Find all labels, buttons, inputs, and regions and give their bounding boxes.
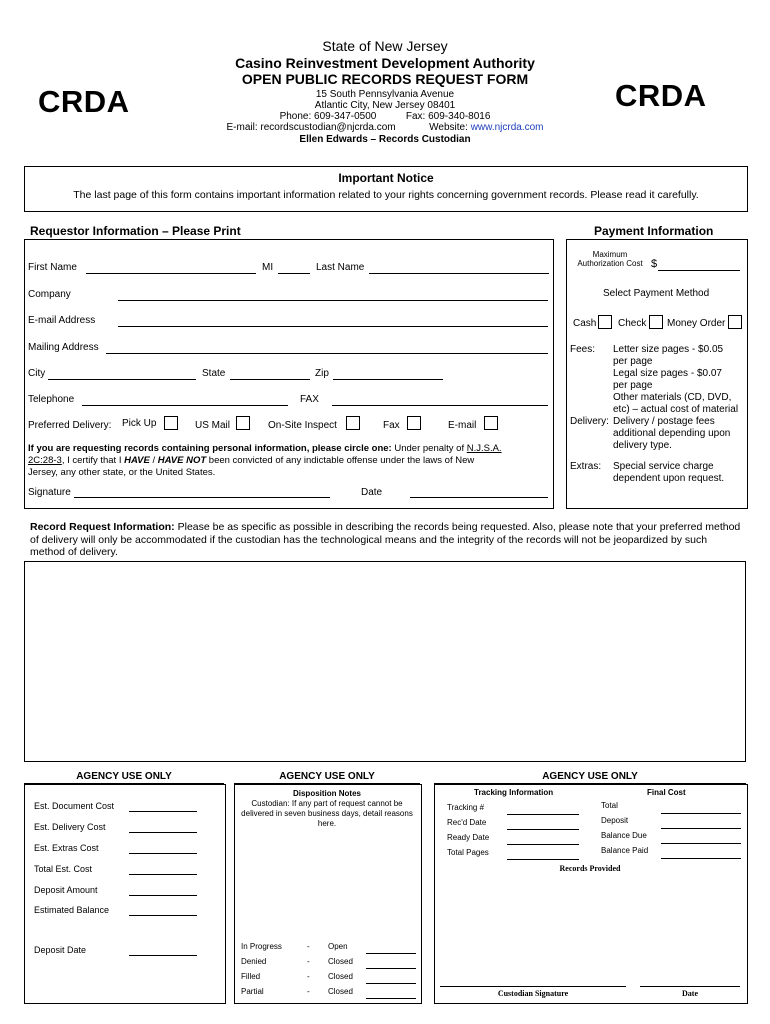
money-order-checkbox[interactable] — [728, 315, 742, 329]
email-field[interactable] — [118, 326, 548, 327]
fee-line: per page — [613, 380, 653, 391]
pickup-label: Pick Up — [122, 418, 157, 429]
mi-label: MI — [262, 262, 274, 273]
custodian-date-field[interactable] — [640, 986, 740, 987]
estimated-balance-label: Estimated Balance — [34, 905, 110, 915]
state-label: State — [202, 368, 226, 379]
status-closed: Closed — [328, 972, 353, 981]
tracking-number-field[interactable] — [507, 814, 579, 815]
requestor-heading: Requestor Information – Please Print — [30, 224, 241, 238]
disposition-notes-title: Disposition Notes — [292, 789, 361, 798]
notice-text: The last page of this form contains important information related to your rights concerning government records. Please read it carefully. — [73, 189, 699, 201]
email-address: E-mail: recordscustodian@njcrda.com — [226, 122, 396, 133]
status-filled: Filled — [241, 972, 261, 981]
signature-field[interactable] — [74, 497, 330, 498]
city-label: City — [28, 368, 46, 379]
form-title: OPEN PUBLIC RECORDS REQUEST FORM — [241, 71, 529, 87]
zip-label: Zip — [315, 368, 329, 379]
extras-line: dependent upon request. — [613, 473, 725, 484]
certification-text-2: , I certify that I — [61, 455, 125, 466]
phone-number: Phone: 609-347-0500 — [279, 111, 377, 122]
certification-bold: If you are requesting records containing personal information, please circle one: — [28, 443, 392, 454]
final-deposit-field[interactable] — [661, 828, 741, 829]
deposit-amount-field[interactable] — [129, 895, 197, 896]
estimated-balance-field[interactable] — [129, 915, 197, 916]
balance-paid-label: Balance Paid — [601, 846, 649, 855]
record-request-label: Record Request Information: — [30, 521, 175, 533]
state-title: State of New Jersey — [322, 38, 448, 54]
fax-field[interactable] — [332, 405, 548, 406]
est-delivery-cost-field[interactable] — [129, 832, 197, 833]
crda-logo-left: CRDA — [38, 84, 130, 119]
est-delivery-cost-label: Est. Delivery Cost — [34, 822, 106, 832]
zip-field[interactable] — [333, 379, 443, 380]
deposit-date-field[interactable] — [129, 955, 197, 956]
date-field[interactable] — [410, 497, 548, 498]
custodian-signature-field[interactable] — [440, 986, 626, 987]
mailing-address-label: Mailing Address — [28, 342, 99, 353]
ready-date-label: Ready Date — [447, 833, 490, 842]
disposition-note-text: Custodian: If any part of request cannot be delivered in seven business days, detail reasons here. — [241, 799, 413, 828]
check-label: Check — [618, 318, 647, 329]
crda-logo-right: CRDA — [615, 78, 707, 113]
notice-title: Important Notice — [338, 171, 434, 185]
est-document-cost-field[interactable] — [129, 811, 197, 812]
delivery-fee-list — [613, 416, 745, 452]
total-pages-label: Total Pages — [447, 848, 489, 857]
agency-right-heading: AGENCY USE ONLY — [434, 771, 746, 785]
status-in-progress: In Progress — [241, 942, 282, 951]
statute-reference: 2C:28-3 — [28, 455, 62, 466]
certification-statement — [28, 443, 548, 479]
final-cost-title: Final Cost — [647, 788, 686, 797]
mailing-address-field[interactable] — [106, 353, 548, 354]
fax-label: FAX — [300, 394, 319, 405]
onsite-label: On-Site Inspect — [268, 420, 337, 431]
contact-email-web — [190, 122, 580, 133]
status-dash: - — [307, 972, 310, 981]
telephone-field[interactable] — [82, 405, 288, 406]
delivery-fee-line: delivery type. — [613, 440, 672, 451]
status-denied: Denied — [241, 957, 267, 966]
website-label: Website: — [429, 122, 468, 133]
tracking-number-label: Tracking # — [447, 803, 485, 812]
ready-date-field[interactable] — [507, 844, 579, 845]
mi-field[interactable] — [278, 273, 310, 274]
status-closed-field[interactable] — [366, 998, 416, 999]
balance-due-field[interactable] — [661, 843, 741, 844]
state-field[interactable] — [230, 379, 310, 380]
telephone-label: Telephone — [28, 394, 75, 405]
certification-text-4: Jersey, any other state, or the United States. — [28, 467, 216, 478]
status-dash: - — [307, 957, 310, 966]
final-deposit-label: Deposit — [601, 816, 629, 825]
record-request-text: Please be as specific as possible in describing the records being requested. Also, please note that your preferred method of delivery will only be accommodated if the custodian has the technological means and the integrity of the records will not be jeopardized by such method of delivery. — [30, 521, 741, 558]
max-label-line-1: Maximum — [592, 250, 628, 259]
signature-label: Signature — [28, 487, 71, 498]
status-dash: - — [307, 942, 310, 951]
last-name-field[interactable] — [369, 273, 549, 274]
total-est-cost-field[interactable] — [129, 874, 197, 875]
fees-list — [613, 344, 745, 416]
delivery-fee-line: Delivery / postage fees — [613, 416, 715, 427]
status-closed: Closed — [328, 987, 353, 996]
agency-left-heading: AGENCY USE ONLY — [24, 771, 224, 785]
extras-label: Extras: — [570, 461, 602, 472]
last-name-label: Last Name — [316, 262, 365, 273]
usmail-checkbox[interactable] — [236, 416, 250, 430]
est-extras-cost-field[interactable] — [129, 853, 197, 854]
total-pages-field[interactable] — [507, 859, 579, 860]
website-link[interactable]: www.njcrda.com — [470, 122, 544, 133]
final-total-field[interactable] — [661, 813, 741, 814]
max-label-line-2: Authorization Cost — [577, 259, 643, 268]
fee-line: etc) – actual cost of material — [613, 404, 739, 415]
status-closed-field[interactable] — [366, 968, 416, 969]
email-option-label: E-mail — [448, 420, 477, 431]
records-provided-area[interactable] — [440, 876, 740, 984]
records-provided-label: Records Provided — [559, 864, 621, 873]
have-option[interactable]: HAVE — [124, 455, 150, 466]
extras-line: Special service charge — [613, 461, 714, 472]
company-field[interactable] — [118, 300, 548, 301]
pickup-checkbox[interactable] — [164, 416, 178, 430]
money-order-label: Money Order — [667, 318, 726, 329]
preferred-delivery-label: Preferred Delivery: — [28, 420, 112, 431]
recd-date-field[interactable] — [507, 829, 579, 830]
balance-paid-field[interactable] — [661, 858, 741, 859]
balance-due-label: Balance Due — [601, 831, 647, 840]
fee-line: Legal size pages - $0.07 — [613, 368, 722, 379]
status-dash: - — [307, 987, 310, 996]
certification-text-1: Under penalty of — [391, 443, 467, 454]
cash-checkbox[interactable] — [598, 315, 612, 329]
select-payment-label: Select Payment Method — [603, 288, 710, 299]
fax-checkbox[interactable] — [407, 416, 421, 430]
fee-line: Other materials (CD, DVD, — [613, 392, 732, 403]
fee-line: Letter size pages - $0.05 — [613, 344, 724, 355]
deposit-date-label: Deposit Date — [34, 945, 87, 955]
delivery-fee-label: Delivery: — [570, 416, 609, 427]
first-name-field[interactable] — [86, 273, 256, 274]
max-auth-cost-label — [572, 250, 648, 268]
fax-option-label: Fax — [383, 420, 400, 431]
fax-number: Fax: 609-340-8016 — [405, 111, 491, 122]
address-line-1: 15 South Pennsylvania Avenue — [315, 89, 455, 100]
usmail-label: US Mail — [195, 420, 231, 431]
agency-name: Casino Reinvestment Development Authority — [235, 55, 535, 71]
cash-label: Cash — [573, 318, 597, 329]
status-closed-field[interactable] — [366, 983, 416, 984]
have-not-option[interactable]: HAVE NOT — [157, 455, 207, 466]
first-name-label: First Name — [28, 262, 77, 273]
custodian-date-label: Date — [682, 989, 698, 998]
fee-line: per page — [613, 356, 653, 367]
delivery-fee-line: additional depending upon — [613, 428, 731, 439]
dollar-sign: $ — [651, 258, 658, 270]
tracking-info-title: Tracking Information — [474, 788, 554, 797]
onsite-checkbox[interactable] — [346, 416, 360, 430]
deposit-amount-label: Deposit Amount — [34, 885, 98, 895]
city-field[interactable] — [48, 379, 196, 380]
payment-heading: Payment Information — [594, 224, 714, 238]
date-label: Date — [361, 487, 383, 498]
records-custodian: Ellen Edwards – Records Custodian — [299, 134, 471, 145]
est-extras-cost-label: Est. Extras Cost — [34, 843, 99, 853]
max-auth-cost-field[interactable] — [658, 270, 740, 271]
check-checkbox[interactable] — [649, 315, 663, 329]
company-label: Company — [28, 289, 71, 300]
address-line-2: Atlantic City, New Jersey 08401 — [314, 100, 456, 111]
status-open: Open — [328, 942, 348, 951]
important-notice-box — [24, 166, 748, 212]
fees-label: Fees: — [570, 344, 596, 355]
final-total-label: Total — [601, 801, 618, 810]
est-document-cost-label: Est. Document Cost — [34, 801, 115, 811]
record-request-instructions — [30, 521, 742, 559]
email-label: E-mail Address — [28, 315, 96, 326]
extras-list — [613, 461, 745, 485]
email-checkbox[interactable] — [484, 416, 498, 430]
contact-phone-fax — [190, 111, 580, 122]
status-closed: Closed — [328, 957, 353, 966]
recd-date-label: Rec'd Date — [447, 818, 487, 827]
record-request-textarea[interactable] — [24, 561, 746, 762]
agency-mid-heading: AGENCY USE ONLY — [234, 771, 420, 785]
njsa-reference: N.J.S.A. — [466, 443, 502, 454]
status-partial: Partial — [241, 987, 264, 996]
certification-text-3: been convicted of any indictable offense under the laws of New — [206, 455, 475, 466]
status-open-field[interactable] — [366, 953, 416, 954]
custodian-signature-label: Custodian Signature — [497, 989, 569, 998]
total-est-cost-label: Total Est. Cost — [34, 864, 93, 874]
slash-separator: / — [149, 455, 158, 466]
